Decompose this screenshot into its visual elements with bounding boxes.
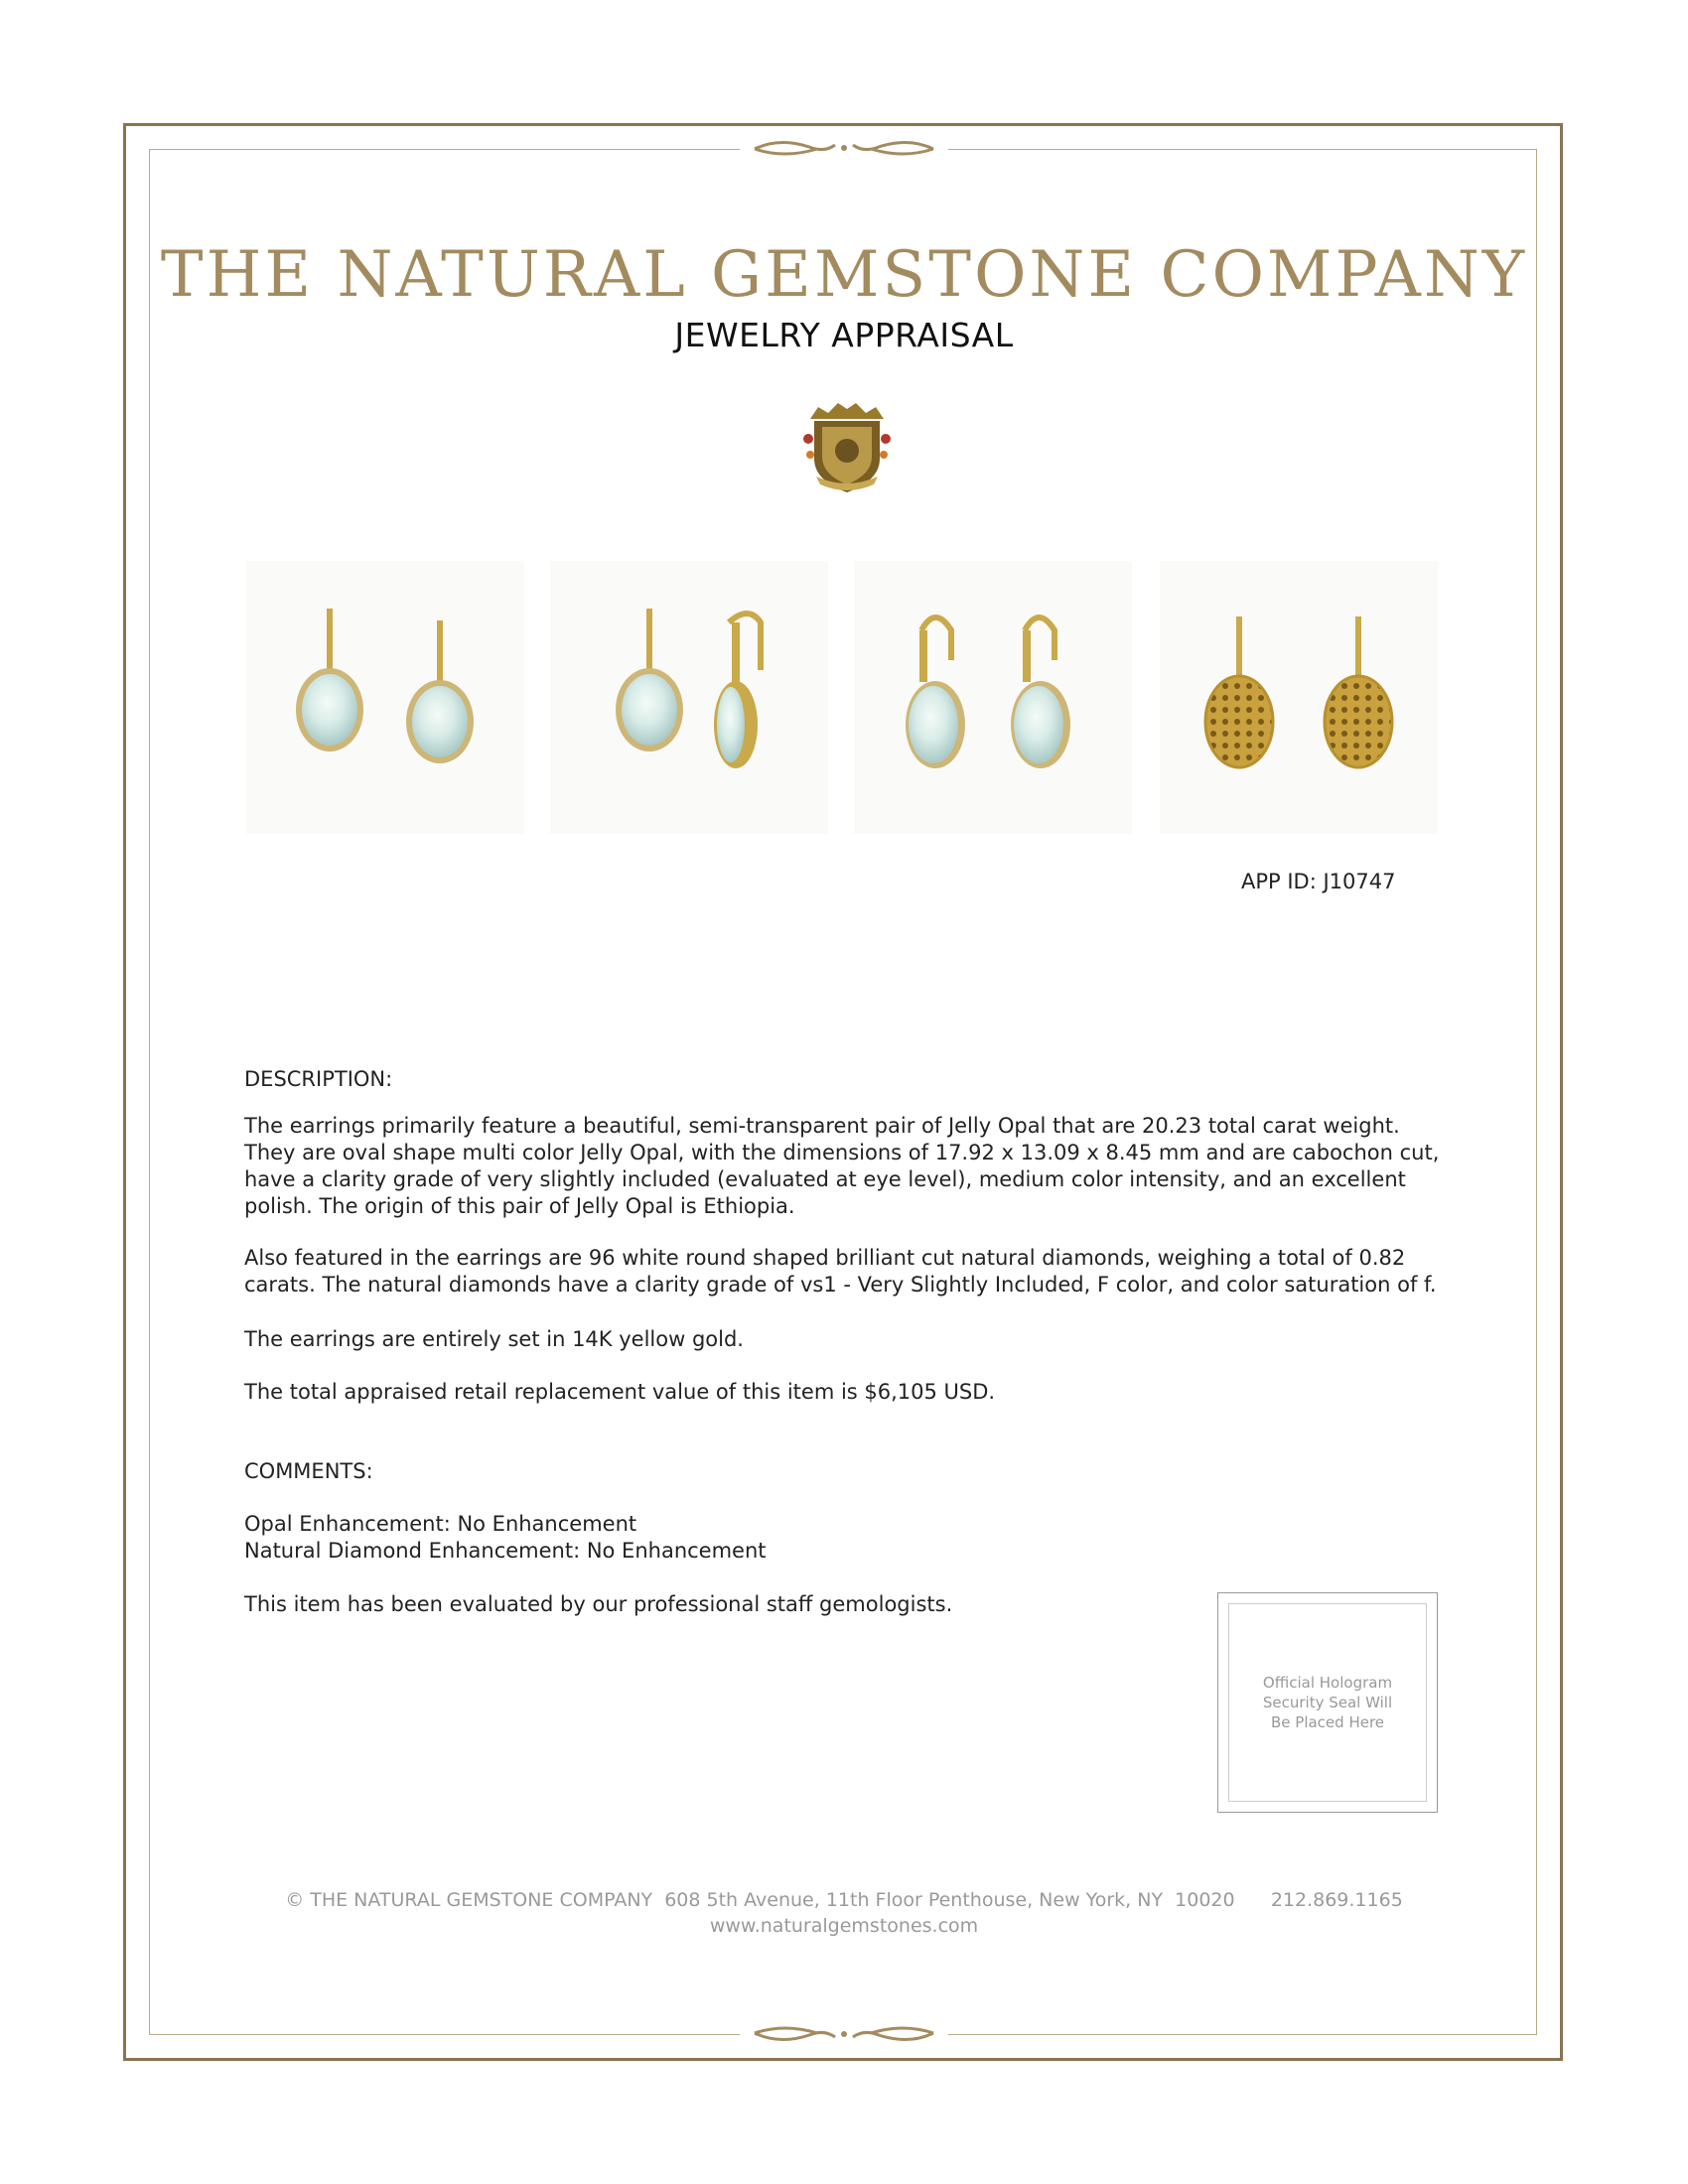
description-label: DESCRIPTION: <box>244 1067 393 1091</box>
product-photo-front <box>246 561 524 834</box>
description-text: The earrings are entirely set in 14K yellow gold. <box>244 1327 744 1351</box>
seal-text-line: Official Hologram <box>1262 1674 1393 1692</box>
top-ornament-icon <box>740 133 948 163</box>
footer-website-link[interactable]: www.naturalgemstones.com <box>709 1915 979 1937</box>
document-type: JEWELRY APPRAISAL <box>674 316 1014 354</box>
product-photo-angle <box>854 561 1132 834</box>
description-text: Also featured in the earrings are 96 white round shaped brilliant cut natural diamonds, weighing a total of 0.82 carats. The natural diamonds have a clarity grade of vs1 - Very Slightly Included, F color, and color saturation of f. <box>244 1246 1437 1297</box>
description-text: The earrings primarily feature a beautiful, semi-transparent pair of Jelly Opal that are 20.23 total carat weight. They are oval shape multi color Jelly Opal, with the dimensions of 17.92 x 13.09 x 8.45 mm and are cabochon cut, have a clarity grade of very slightly included (evaluated at eye level), medium color intensity, and an excellent polish. The origin of this pair of Jelly Opal is Ethiopia. <box>244 1114 1440 1218</box>
evaluation-statement: This item has been evaluated by our professional staff gemologists. <box>244 1592 953 1616</box>
description-text: The total appraised retail replacement value of this item is $6,105 USD. <box>244 1380 996 1404</box>
footer-address: © THE NATURAL GEMSTONE COMPANY 608 5th Avenue, 11th Floor Penthouse, New York, NY 10020 212.869.1165 <box>285 1889 1403 1911</box>
company-title: THE NATURAL GEMSTONE COMPANY <box>160 238 1528 312</box>
seal-text <box>1218 1673 1437 1732</box>
product-photo-back <box>1160 561 1438 834</box>
appraisal-id: APP ID: J10747 <box>1241 870 1396 893</box>
description-paragraph-diamonds <box>244 1245 1456 1298</box>
comment-opal-enhancement: Opal Enhancement: No Enhancement <box>244 1512 637 1536</box>
hologram-seal-placeholder <box>1217 1592 1438 1813</box>
product-photo-side <box>550 561 828 834</box>
company-crest-logo <box>802 399 892 498</box>
comments-label: COMMENTS: <box>244 1459 373 1483</box>
seal-text-line: Be Placed Here <box>1270 1713 1385 1731</box>
seal-text-line: Security Seal Will <box>1262 1694 1393 1711</box>
comment-diamond-enhancement: Natural Diamond Enhancement: No Enhancement <box>244 1539 767 1563</box>
description-paragraph-opal <box>244 1113 1456 1220</box>
description-paragraph-value <box>244 1379 1456 1406</box>
bottom-ornament-icon <box>740 2019 948 2049</box>
description-paragraph-metal <box>244 1326 1456 1353</box>
